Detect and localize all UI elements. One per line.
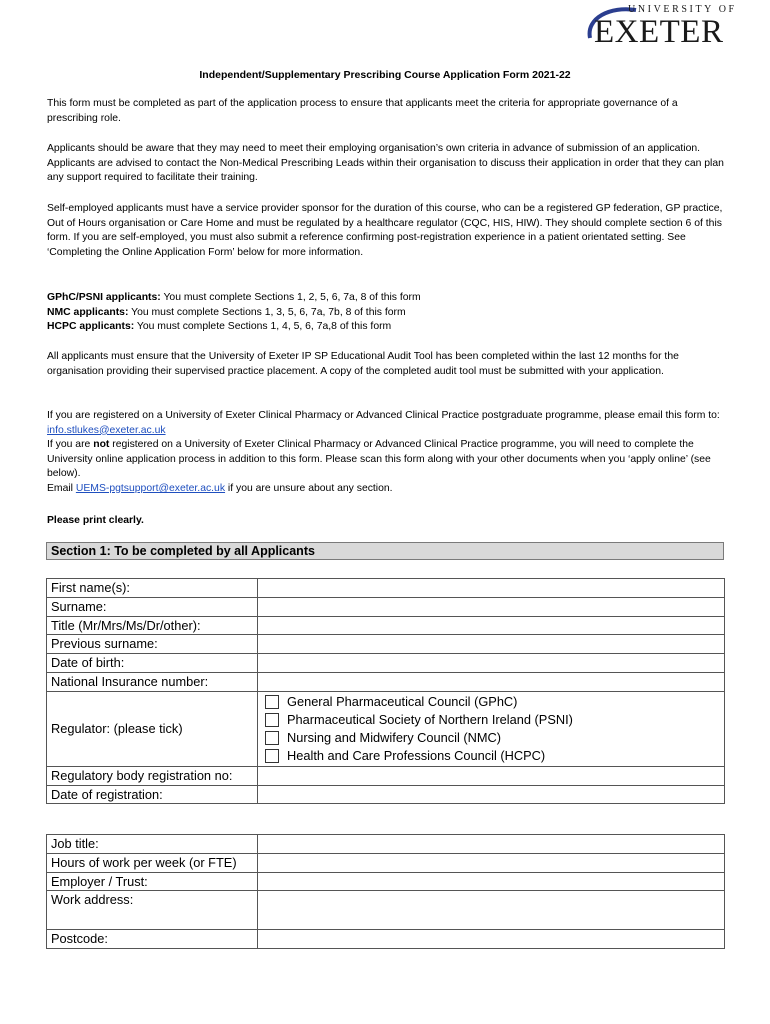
print-clearly-note: Please print clearly. [47, 515, 144, 526]
employer-field[interactable] [258, 872, 725, 891]
logo-university-of: UNIVERSITY OF [628, 4, 737, 15]
email-link-stlukes[interactable]: info.stlukes@exeter.ac.uk [47, 424, 166, 436]
intro-paragraph-3: Self-employed applicants must have a service provider sponsor for the duration of this course, who can be a registered GP federation, GP practice, Out of Hours organisation or Care Home and must be regulated by a healthcare regulator (CQC, HIS, HIW). They should complete section 6 of this form. If you are self-employed, you must also submit a reference confirming post-registration experience in a patient orientated setting. See ‘Completing the Online Application Form’ below for more information. [47, 203, 723, 258]
intro-paragraph-2: Applicants should be aware that they may need to meet their employing organisation’s own criteria in advance of submission of an application. Applicants are advised to contact the Non-Medical Prescribing Leads within their organisation to discuss their application in order that they can plan any support required to facilitate their training. [47, 143, 724, 184]
work-address-label: Work address: [47, 891, 258, 930]
ni-number-field[interactable] [258, 672, 725, 691]
registration-paragraph: If you are registered on a University of Exeter Clinical Pharmacy or Advanced Clinical Practice postgraduate programme, please email this form to: info.stlukes@exeter.ac.uk If you are not registered on a University of Exeter Clinical Pharmacy or Advanced Clinical Practice programme, you will need to complete the University online application process in addition to this form. Please scan this form along with your other documents when you ‘apply online’ (see below). Email UEMS-pgtsupport@exeter.ac.uk if you are unsure about any section. [47, 410, 720, 494]
previous-surname-field[interactable] [258, 635, 725, 654]
registration-no-field[interactable] [258, 766, 725, 785]
registration-date-label: Date of registration: [47, 785, 258, 804]
employer-label: Employer / Trust: [47, 872, 258, 891]
checkbox-gphc[interactable] [265, 695, 279, 709]
ni-number-label: National Insurance number: [47, 672, 258, 691]
title-label: Title (Mr/Mrs/Ms/Dr/other): [47, 616, 258, 635]
logo-exeter: EXETER [594, 14, 724, 50]
postcode-field[interactable] [258, 930, 725, 949]
intro-paragraph-1: This form must be completed as part of the application process to ensure that applicants meet the criteria for appropriate governance of a prescribing role. [47, 98, 678, 124]
regulator-option-hcpc[interactable]: Health and Care Professions Council (HCPC) [262, 747, 720, 765]
regulator-option-psni[interactable]: Pharmaceutical Society of Northern Ireland (PSNI) [262, 711, 720, 729]
regulator-options [258, 691, 725, 766]
dob-field[interactable] [258, 654, 725, 673]
title-field[interactable] [258, 616, 725, 635]
registration-no-label: Regulatory body registration no: [47, 766, 258, 785]
regulator-option-gphc[interactable]: General Pharmaceutical Council (GPhC) [262, 693, 720, 711]
checkbox-nmc[interactable] [265, 731, 279, 745]
email-link-pgtsupport[interactable]: UEMS-pgtsupport@exeter.ac.uk [75, 482, 226, 494]
job-title-label: Job title: [47, 835, 258, 854]
section-requirements: GPhC/PSNI applicants: You must complete Sections 1, 2, 5, 6, 7a, 8 of this form NMC applicants: You must complete Sections 1, 3, 5, 6, 7a, 7b, 8 of this form HCPC applicants: You must complete Sections 1, 4, 5, 6, 7a,8 of this form [47, 292, 421, 333]
hours-field[interactable] [258, 853, 725, 872]
dob-label: Date of birth: [47, 654, 258, 673]
employment-table [46, 834, 725, 949]
hours-label: Hours of work per week (or FTE) [47, 853, 258, 872]
university-logo [586, 4, 750, 50]
section-1-table [46, 578, 725, 804]
form-title: Independent/Supplementary Prescribing Course Application Form 2021-22 [199, 69, 571, 81]
previous-surname-label: Previous surname: [47, 635, 258, 654]
surname-label: Surname: [47, 597, 258, 616]
section-1-heading: Section 1: To be completed by all Applicants [46, 542, 724, 560]
first-name-field[interactable] [258, 579, 725, 598]
registration-date-field[interactable] [258, 785, 725, 804]
postcode-label: Postcode: [47, 930, 258, 949]
work-address-field[interactable] [258, 891, 725, 930]
checkbox-hcpc[interactable] [265, 749, 279, 763]
regulator-label: Regulator: (please tick) [47, 691, 258, 766]
audit-tool-paragraph: All applicants must ensure that the University of Exeter IP SP Educational Audit Tool has been completed within the last 12 months for the organisation providing their supervised practice placement. A copy of the completed audit tool must be submitted with your application. [47, 351, 679, 377]
first-name-label: First name(s): [47, 579, 258, 598]
checkbox-psni[interactable] [265, 713, 279, 727]
regulator-option-nmc[interactable]: Nursing and Midwifery Council (NMC) [262, 729, 720, 747]
job-title-field[interactable] [258, 835, 725, 854]
surname-field[interactable] [258, 597, 725, 616]
